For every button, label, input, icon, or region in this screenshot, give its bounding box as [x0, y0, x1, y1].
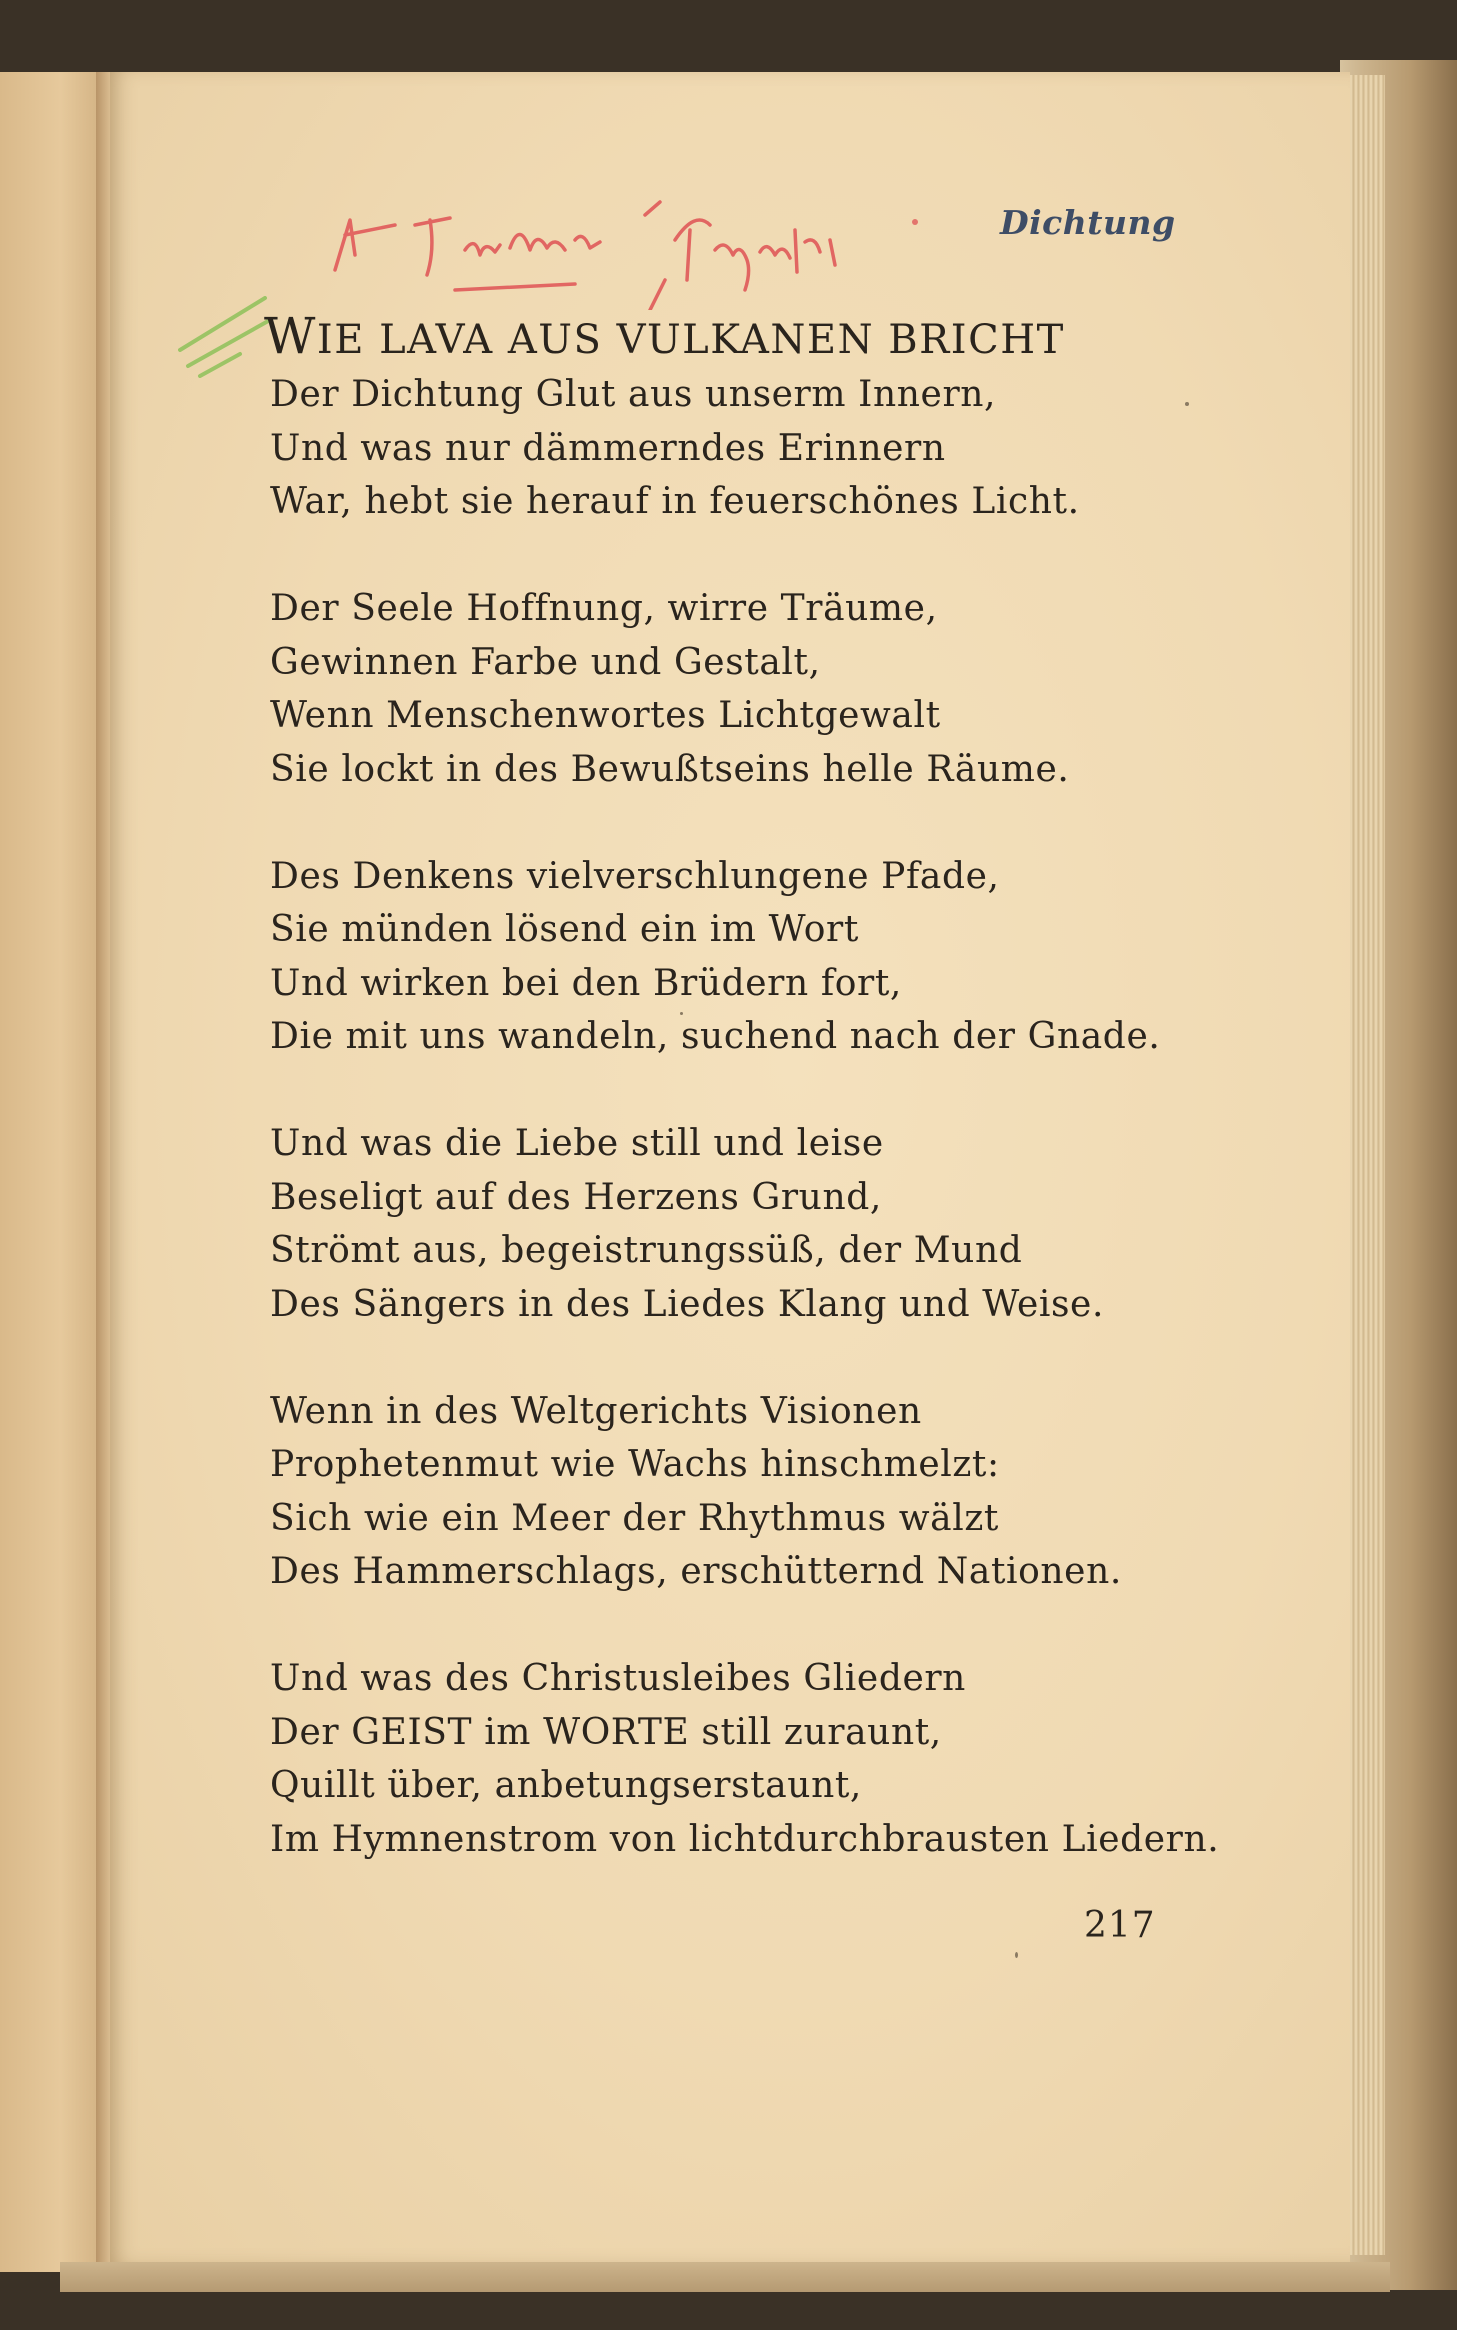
poem-line: Und wirken bei den Brüdern fort,: [270, 962, 902, 1004]
poem-line: Der Dichtung Glut aus unserm Innern,: [270, 374, 997, 415]
poem-line: Und was des Christusleibes Gliedern: [270, 1658, 966, 1699]
stanza-3: [270, 850, 1170, 1064]
poem-line: Sie münden lösend ein im Wort: [270, 909, 859, 950]
poem-line: Die mit uns wandeln, suchend nach der Gnade.: [270, 1016, 1161, 1057]
poem-line: Im Hymnenstrom von lichtdurchbrausten Liedern.: [270, 1818, 1220, 1860]
poem-line: Sich wie ein Meer der Rhythmus wälzt: [270, 1497, 999, 1539]
poem-line: War, hebt sie herauf in feuerschönes Licht.: [270, 481, 1080, 522]
poem-line: Des Denkens vielverschlungene Pfade,: [270, 855, 1000, 897]
poem-line: Beseligt auf des Herzens Grund,: [270, 1176, 882, 1218]
poem-line: Des Hammerschlags, erschütternd Nationen.: [270, 1551, 1122, 1592]
poem-line: Gewinnen Farbe und Gestalt,: [270, 641, 821, 683]
red-handwritten-annotation: [315, 180, 955, 310]
poem-line: Strömt aus, begeistrungssüß, der Mund: [270, 1230, 1023, 1271]
page-stack-edges: [1345, 75, 1385, 2255]
poem: [264, 307, 1220, 1920]
page-number: 217: [1084, 1905, 1156, 1946]
poem-line: Und was die Liebe still und leise: [270, 1123, 884, 1164]
poem-line: Des Sängers in des Liedes Klang und Weise.: [270, 1283, 1104, 1325]
poem-line: Sie lockt in des Bewußtseins helle Räume.: [270, 748, 1070, 790]
poem-line: Und was nur dämmerndes Erinnern: [270, 427, 946, 469]
poem-line: Wenn Menschenwortes Lichtgewalt: [270, 695, 941, 736]
annotation-text: D Dieses Gedicht: [315, 180, 323, 181]
stanza-1: [270, 368, 1170, 529]
stanza-6: [270, 1652, 1220, 1866]
stanza-5: [270, 1385, 1170, 1599]
poem-line: Der Seele Hoffnung, wirre Träume,: [270, 588, 938, 629]
paper-speck: [1015, 1952, 1018, 1958]
stanza-2: [270, 582, 1170, 796]
title-initial: W: [264, 307, 317, 365]
title-text: IE LAVA AUS VULKANEN BRICHT: [316, 317, 1065, 363]
poem-line: Prophetenmut wie Wachs hinschmelzt:: [270, 1444, 1000, 1485]
poem-line: Der GEIST im WORTE still zuraunt,: [270, 1711, 942, 1753]
poem-line: Quillt über, anbetungserstaunt,: [270, 1765, 862, 1806]
book-bottom-edge: [60, 2262, 1390, 2292]
stanza-4: [270, 1117, 1170, 1331]
running-header: Dichtung: [1000, 203, 1176, 242]
paper-speck: [1185, 402, 1189, 406]
poem-line: Wenn in des Weltgerichts Visionen: [270, 1390, 922, 1432]
poem-title: [264, 308, 1170, 368]
